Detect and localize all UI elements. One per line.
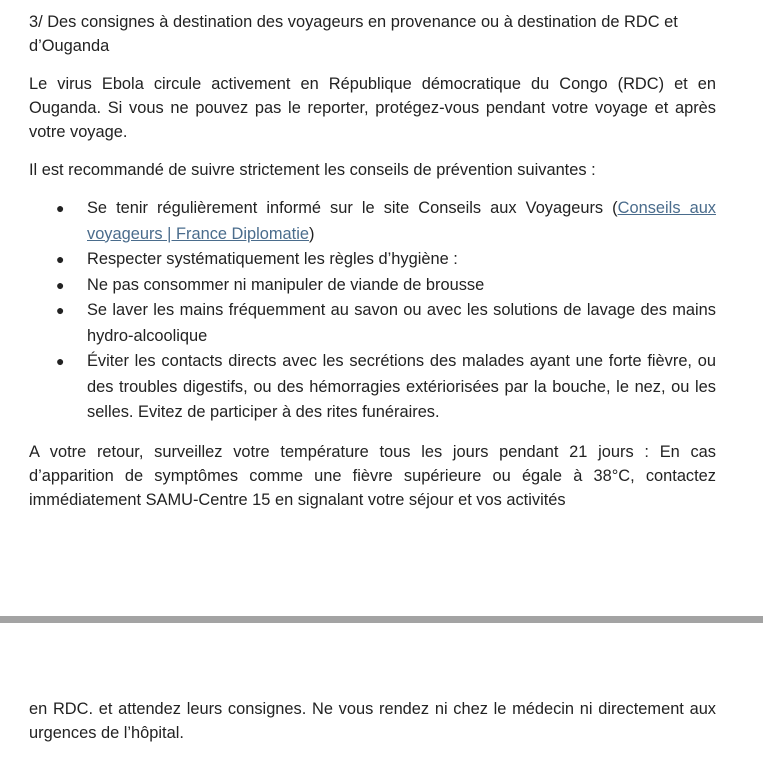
page-2-content	[29, 697, 716, 745]
bullet-icon: ●	[56, 251, 65, 267]
page-1-content	[29, 10, 716, 512]
bullet-icon: ●	[56, 200, 65, 216]
return-advice-paragraph: A votre retour, surveillez votre température tous les jours pendant 21 jours : En cas d’apparition de symptômes comme une fièvre supérieure ou égale à 38°C, contactez immédiatement SAMU-Centre 15 en signalant votre séjour et vos activités	[29, 442, 716, 509]
section-heading: 3/ Des consignes à destination des voyageurs en provenance ou à destination de RDC et d’Ouganda	[29, 13, 678, 55]
list-item: ● Ne pas consommer ni manipuler de viande de brousse	[29, 273, 716, 299]
list-item: ● Se tenir régulièrement informé sur le site Conseils aux Voyageurs (Conseils aux voyageurs | France Diplomatie)	[29, 196, 716, 247]
list-item: ● Se laver les mains fréquemment au savon ou avec les solutions de lavage des mains hydro-alcoolique	[29, 298, 716, 349]
bullet-icon: ●	[56, 353, 65, 369]
prevention-list	[29, 196, 716, 426]
bullet-icon: ●	[56, 302, 65, 318]
list-item: ● Respecter systématiquement les règles d’hygiène :	[29, 247, 716, 273]
diplomatie-link[interactable]: Conseils aux voyageurs | France Diplomatie	[87, 199, 717, 243]
intro-paragraph: Le virus Ebola circule activement en République démocratique du Congo (RDC) et en Ouganda. Si vous ne pouvez pas le reporter, protégez-vous pendant votre voyage et après votre voyage.	[29, 75, 716, 141]
recommendation-paragraph: Il est recommandé de suivre strictement les conseils de prévention suivantes :	[29, 161, 596, 179]
continuation-paragraph: en RDC. et attendez leurs consignes. Ne vous rendez ni chez le médecin ni directement aux urgences de l’hôpital.	[29, 700, 716, 742]
list-item: ● Éviter les contacts directs avec les secrétions des malades ayant une forte fièvre, ou des troubles digestifs, ou des hémorragies extériorisées par la bouche, le nez, ou les selles. Evitez de participer à des rites funéraires.	[29, 349, 716, 426]
bullet-icon: ●	[56, 276, 65, 293]
page-break-divider	[0, 616, 763, 623]
